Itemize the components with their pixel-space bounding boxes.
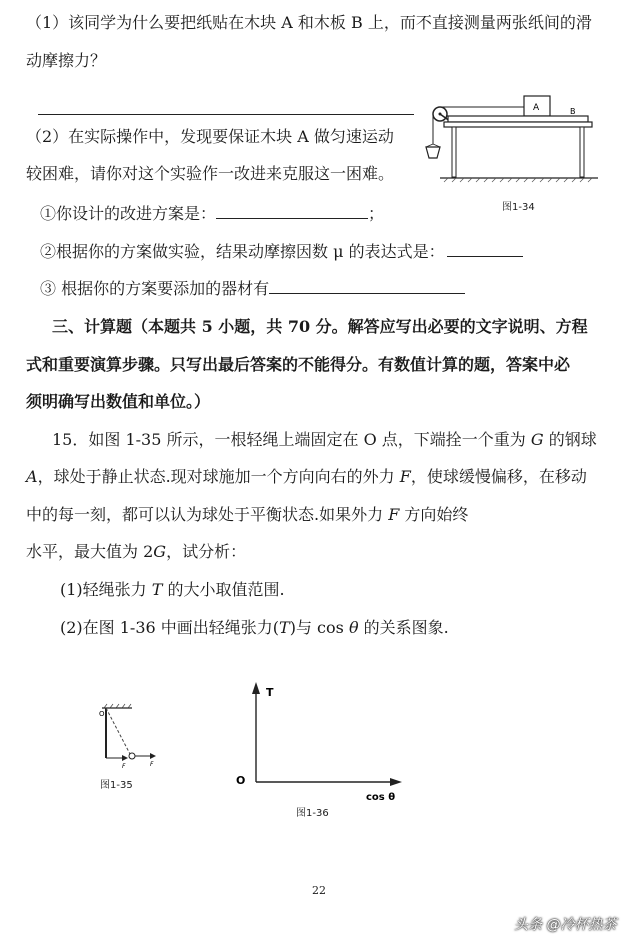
q2-line1: （2）在实际操作中，发现要保证木块 A 做匀速运动 bbox=[26, 127, 394, 146]
figure-1-36 bbox=[226, 680, 416, 804]
q2-item1-blank bbox=[216, 204, 368, 219]
q15-l4a: 水平，最大值为 2 bbox=[26, 542, 154, 561]
q15-l4b: ，试分析： bbox=[166, 542, 247, 561]
q2-item1-end: ； bbox=[368, 204, 385, 223]
q15-sub2b: )与 cos bbox=[289, 618, 349, 637]
q2-item3-blank bbox=[269, 279, 465, 294]
q15-l4g: G bbox=[153, 542, 167, 561]
q15-sub2c: 的关系图象. bbox=[358, 618, 449, 637]
fig135-caption: 图1-35 bbox=[100, 780, 133, 791]
q15-sub2 bbox=[60, 617, 449, 639]
fig134-caption: 图1-34 bbox=[502, 202, 535, 213]
q15-l2f: F bbox=[399, 467, 411, 486]
q15-sub1a: (1)轻绳张力 bbox=[60, 580, 152, 599]
x-axis-arrow-icon bbox=[390, 778, 402, 786]
q2-item3 bbox=[40, 278, 465, 300]
q15-l3a: 中的每一刻，都可以认为球处于平衡状态.如果外力 bbox=[26, 505, 389, 524]
q1-answer-line bbox=[38, 114, 414, 115]
q2-line2: 较困难，请你对这个实验作一改进来克服这一困难。 bbox=[26, 164, 395, 183]
fig135-label-f2: F bbox=[150, 761, 154, 768]
fig136-caption: 图1-36 bbox=[296, 808, 329, 819]
fig134-label-a: A bbox=[533, 103, 540, 113]
q1-line1: （1）该同学为什么要把纸贴在木块 A 和木板 B 上，而不直接测量两张纸间的滑 bbox=[26, 13, 592, 32]
q15-l1b: 的钢球 bbox=[543, 430, 597, 449]
q15-line3 bbox=[26, 504, 468, 526]
q1-line2: 动摩擦力？ bbox=[26, 51, 107, 70]
q2-item1-text: ①你设计的改进方案是： bbox=[40, 204, 217, 223]
q15-sub1t: T bbox=[151, 580, 163, 599]
q15-l1g: G bbox=[530, 430, 544, 449]
fig134-label-b: B bbox=[570, 107, 576, 116]
q2-item1 bbox=[40, 203, 384, 225]
watermark: 头条 @冷杯热茶 bbox=[514, 917, 617, 933]
section3-line2: 式和重要演算步骤。只写出最后答案的不能得分。有数值计算的题，答案中必 bbox=[26, 355, 571, 374]
q15-sub2a: (2)在图 1-36 中画出轻绳张力( bbox=[60, 618, 280, 637]
figure-1-35 bbox=[92, 702, 172, 774]
q15-l3f: F bbox=[388, 505, 400, 524]
q15-sub2t: T bbox=[279, 618, 290, 637]
section3-line1: 三、计算题（本题共 5 小题，共 70 分。解答应写出必要的文字说明、方程 bbox=[52, 317, 588, 336]
fig136-origin: O bbox=[236, 774, 246, 787]
q2-item2-text: ②根据你的方案做实验，结果动摩擦因数 μ 的表达式是： bbox=[40, 242, 445, 261]
y-axis-arrow-icon bbox=[252, 682, 260, 694]
fig136-x-label: cos θ bbox=[366, 792, 396, 803]
q15-l3b: 方向始终 bbox=[399, 505, 469, 524]
q15-line2 bbox=[26, 466, 587, 488]
q15-sub1b: 的大小取值范围. bbox=[162, 580, 285, 599]
q15-sub1 bbox=[60, 579, 285, 601]
figure-1-34 bbox=[420, 92, 620, 192]
q15-line1 bbox=[52, 429, 597, 451]
q15-l2a: A bbox=[26, 467, 38, 486]
q15-line4 bbox=[26, 541, 246, 563]
q15-l2b: ，球处于静止状态.现对球施加一个方向向右的外力 bbox=[37, 467, 400, 486]
q15-sub2theta: θ bbox=[348, 618, 359, 637]
q2-item3-text: ③ 根据你的方案要添加的器材有 bbox=[40, 279, 270, 298]
q15-l2c: ，使球缓慢偏移，在移动 bbox=[410, 467, 587, 486]
page-number: 22 bbox=[312, 884, 326, 897]
fig135-label-o: O bbox=[99, 710, 105, 718]
q2-item2 bbox=[40, 241, 523, 263]
fig135-label-f1: F bbox=[122, 763, 126, 770]
q2-item2-blank bbox=[447, 242, 523, 257]
fig136-y-label: T bbox=[266, 686, 274, 699]
section3-line3: 须明确写出数值和单位。） bbox=[26, 392, 211, 411]
q15-l1a: 15．如图 1-35 所示，一根轻绳上端固定在 O 点，下端拴一个重为 bbox=[52, 430, 531, 449]
